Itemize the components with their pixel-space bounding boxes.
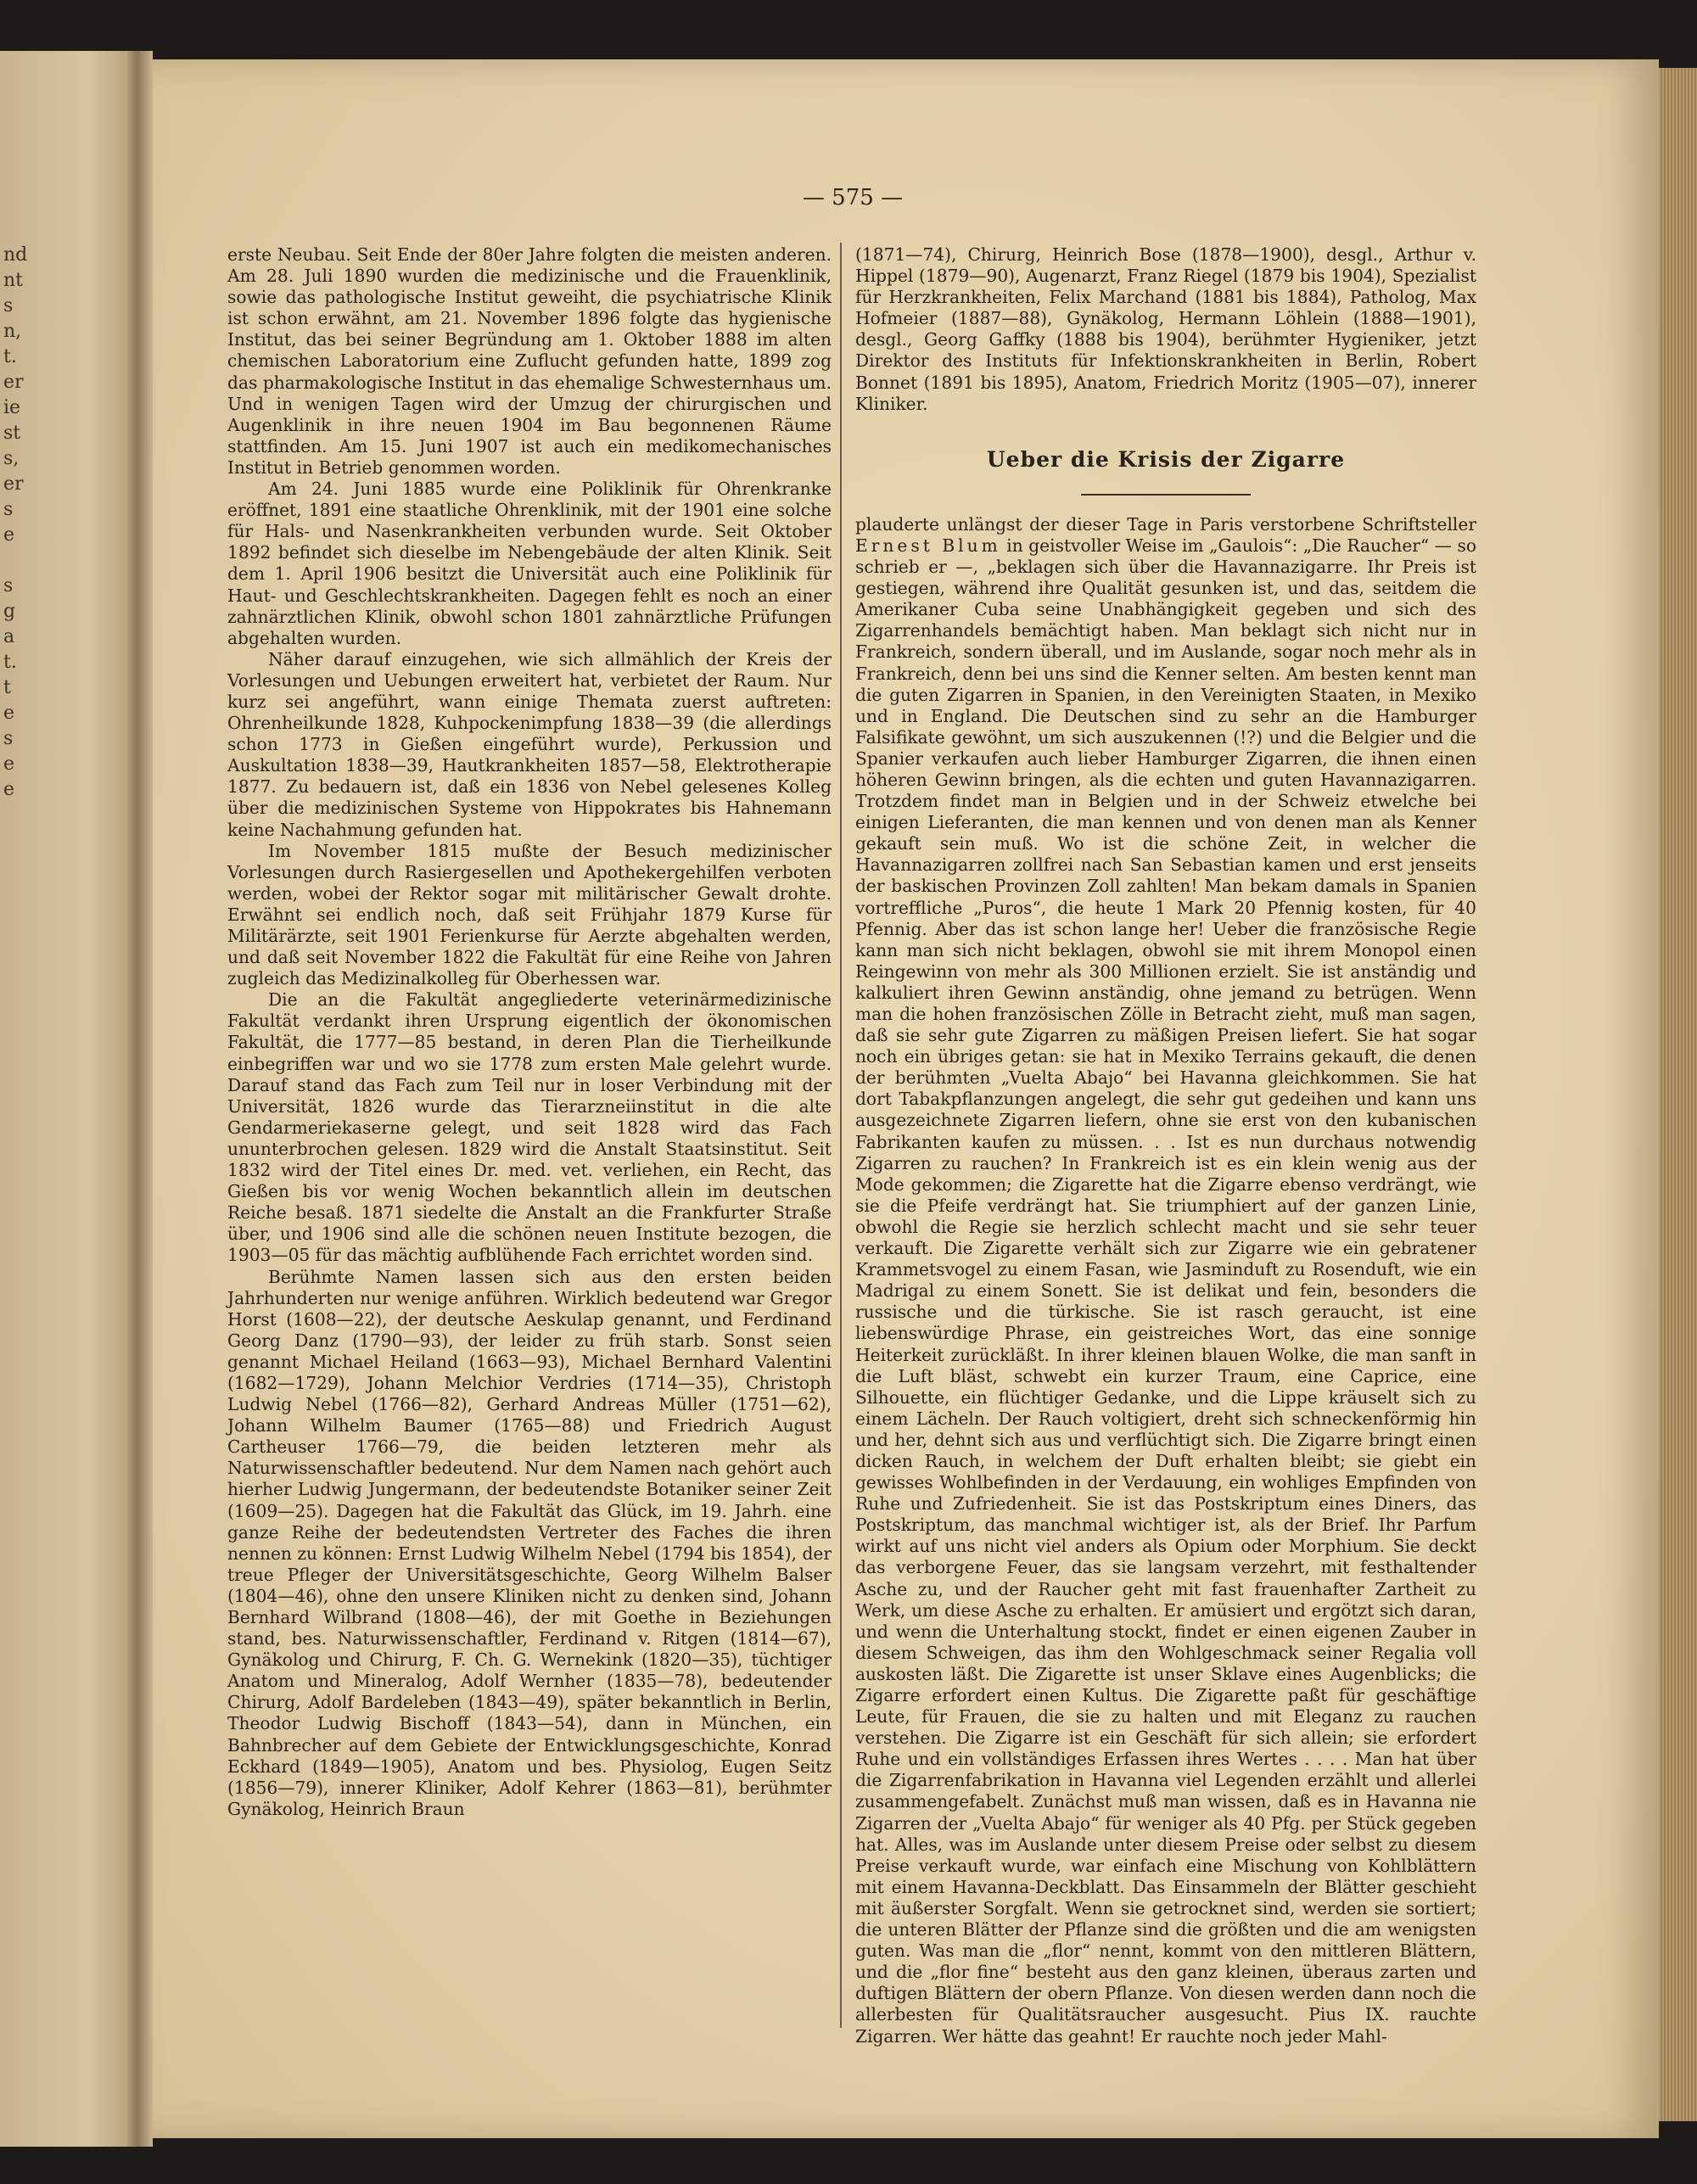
facing-page-fragment: a — [3, 626, 15, 647]
paragraph: Die an die Fakultät angegliederte veterinärmedizinische Fakultät verdankt ihren Ursprung eigentlich der ökonomischen Fakultät, die 1777—85 bestand, in deren Plan die Tierheilkunde einbegriffen war und wo sie 1778 zum ersten Male gelehrt wurde. Darauf stand das Fach zum Teil nur in loser Verbindung mit der Universität, 1826 wurde das Tierarzneiinstitut in die alte Gendarmeriekaserne gelegt, und seit 1828 wird das Fach ununterbrochen gelesen. 1829 wird die Anstalt Staatsinstitut. Seit 1832 wird der Titel eines Dr. med. vet. verliehen, ein Recht, das Gießen bis vor wenig Wochen bekanntlich allein im deutschen Reiche besaß. 1871 siedelte die Anstalt an die Frankfurter Straße über, und 1906 sind alle die schönen neuen Institute bezogen, die 1903—05 für das mächtig aufblühende Fach errichtet worden sind. — [227, 989, 832, 1266]
paragraph: (1871—74), Chirurg, Heinrich Bose (1878—1900), desgl., Arthur v. Hippel (1879—90), Augenarzt, Franz Riegel (1879 bis 1904), Spezialist für Herzkrankheiten, Felix Marchand (1881 bis 1884), Patholog, Max Hofmeier (1887—88), Gynäkolog, Hermann Löhlein (1888—1901), desgl., Georg Gaffky (1888 bis 1904), berühmter Hygieniker, jetzt Direktor des Instituts für Infektionskrankheiten in Berlin, Robert Bonnet (1891 bis 1895), Anatom, Friedrich Moritz (1905—07), innerer Kliniker. — [855, 244, 1476, 414]
facing-page-fragment: e — [3, 524, 15, 546]
facing-page-fragment: er — [3, 473, 24, 495]
paragraph: Im November 1815 mußte der Besuch medizinischer Vorlesungen durch Rasiergesellen und Apothekergehilfen verboten werden, wobei der Rektor sogar mit militärischer Gewalt drohte. Erwähnt sei endlich noch, daß seit Frühjahr 1879 Kurse für Militärärzte, seit 1901 Ferienkurse für Aerzte abgehalten werden, und daß seit November 1822 die Fakultät für eine Reihe von Jahren zugleich das Medizinalkolleg für Oberhessen war. — [227, 840, 832, 989]
heading-rule — [1081, 494, 1251, 496]
facing-page-fragment: g — [3, 601, 16, 622]
article-text: in geistvoller Weise im „Gaulois“: „Die Raucher“ — so schrieb er —, „beklagen sich über die Havannazigarre. Ihr Preis ist gestiegen, während ihre Qualität gesunken ist, und das, seitdem die Amerikaner Cuba seine Unabhängigkeit gegeben und sich des Zigarrenhandels bemächtigt haben. Man beklagt sich nicht nur in Frankreich, sondern überall, und im Auslande, sogar noch mehr als in Frankreich, denn bei uns sind die Kenner selten. Am besten kennt man die guten Zigarren in Spanien, in den Vereinigten Staaten, in Mexiko und in England. Die Deutschen sind zu sehr an die Hamburger Falsifikate gewöhnt, um sich auszukennen (!?) und die Belgier und die Spanier verkaufen auch lieber Hamburger Zigarren, die ihnen einen höheren Gewinn bringen, als die echten und guten Havannazigarren. Trotzdem findet man in Belgien und in der Schweiz etwelche bei einigen Lieferanten, die man kennen und von denen man als Kenner gekauft sein muß. Wo ist die schöne Zeit, in welcher die Havannazigarren zollfrei nach San Sebastian kamen und erst jenseits der baskischen Provinzen Zoll zahlten! Man bekam damals in Spanien vortreffliche „Puros“, die heute 1 Mark 20 Pfennig kosten, für 40 Pfennig. Aber das ist schon lange her! Ueber die französische Regie kann man sich nicht beklagen, obwohl sie mit ihrem Monopol einen Reingewinn von mehr als 300 Millionen erzielt. Sie ist anständig und kalkuliert ihren Gewinn anständig, ohne jemand zu betrügen. Wenn man die hohen französischen Zölle in Betracht zieht, muß man sagen, daß sie sehr gute Zigarren zu mäßigen Preisen liefert. Sie hat sogar noch ein übriges getan: sie hat in Mexiko Terrains gekauft, die denen der berühmten „Vuelta Abajo“ bei Havanna gleichkommen. Sie hat dort Tabakpflanzungen angelegt, die sehr gut gedeihen und kann uns ausgezeichnete Zigarren liefern, ohne sie erst von den kubanischen Fabrikanten kaufen zu müssen. . . Ist es nun durchaus notwendig Zigarren zu rauchen? In Frankreich ist es ein klein wenig aus der Mode gekommen; die Zigarette hat die Zigarre ebenso verdrängt, wie sie die Pfeife verdrängt hat. Sie triumphiert auf der ganzen Linie, obwohl die Regie sie herzlich schlecht macht und sie sehr teuer verkauft. Die Zigarette verhält sich zur Zigarre wie ein gebratener Krammetsvogel zu einem Fasan, wie Jasminduft zu Rosenduft, wie ein Madrigal zu einem Sonett. Sie ist delikat und fein, besonders die russische und die türkische. Sie ist rasch geraucht, ist eine liebenswürdige Phrase, ein geistreiches Wort, das eine sonnige Heiterkeit zurückläßt. In ihrer kleinen blauen Wolke, die man sanft in die Luft bläst, schwebt ein kurzer Traum, eine Caprice, eine Silhouette, ein flüchtiger Gedanke, und die Lippe kräuselt sich zu einem Lächeln. Der Rauch voltigiert, dreht sich schneckenförmig hin und her, dehnt sich aus und verflüchtigt sich. Die Zigarre bringt einen dicken Rauch, in welchem der Duft erhalten bleibt; sie giebt ein gewisses Wohlbefinden in der Verdauung, ein wohliges Empfinden von Ruhe und Zufriedenheit. Sie ist das Postskriptum eines Diners, das Postskriptum, das manchmal wichtiger ist, als der Brief. Ihr Parfum wirkt auf uns nicht viel anders als Opium oder Morphium. Sie deckt das verborgene Feuer, das sie langsam verzehrt, mit festhaltender Asche zu, und der Raucher geht mit fast frauenhafter Zartheit zu Werk, um diese Asche zu erhalten. Er amüsiert und ergötzt sich daran, und wenn die Unterhaltung stockt, findet er einen eigenen Zauber in diesem Schweigen, das ihm den Wohlgeschmack seiner Regalia voll auskosten läßt. Die Zigarette ist unser Sklave eines Augenblicks; die Zigarre erfordert einen Kultus. Die Zigarette paßt für geschäftige Leute, für Frauen, die sie zu halten und mit Eleganz zu rauchen verstehen. Die Zigarre ist ein Geschäft für sich allein; sie erfordert Ruhe und ein vollständiges Erfassen ihres Wertes . . . . Man hat über die Zigarrenfabrikation in Havanna viel Legenden erzählt und allerlei zusammengefabelt. Zunächst muß man wissen, daß es in Havanna nie Zigarren der „Vuelta Abajo“ für weniger als 40 Pfg. per Stück gegeben hat. Alles, was im Auslande unter diesem Preise oder selbst zu diesem Preise verkauft wurde, war einfach eine Mischung von Kohlblättern mit einem Havanna-Deckblatt. Das Einsammeln der Blätter geschieht mit äußerster Sorgfalt. Wenn sie getrocknet sind, werden sie sortiert; die unteren Blätter der Pflanze sind die größten und die am wenigsten guten. Was man die „flor“ nennt, kommt von den mittleren Blättern, und die „flor fine“ besteht aus den ganz kleinen, überaus zarten und duftigen Blättern der obern Pflanze. Von diesen werden dann noch die allerbesten für Qualitätsraucher ausgesucht. Pius IX. rauchte Zigarren. Wer hätte das geahnt! Er rauchte noch jeder Mahl- — [855, 535, 1476, 2047]
left-text-column — [227, 244, 832, 1820]
page-number: — 575 — — [802, 185, 904, 210]
facing-page-fragment: s — [3, 499, 14, 520]
facing-page-fragment — [3, 552, 20, 570]
article-heading — [855, 446, 1476, 496]
facing-page-edge — [0, 51, 127, 2147]
facing-page-fragment: er — [3, 372, 24, 393]
facing-page-fragment: s, — [3, 448, 20, 469]
facing-page-fragment: ie — [3, 397, 21, 418]
paragraph: Näher darauf einzugehen, wie sich allmählich der Kreis der Vorlesungen und Uebungen erweitert hat, verbietet der Raum. Nur kurz sei angeführt, wann einige Themata zuerst auftreten: Ohrenheilkunde 1828, Kuhpockenimpfung 1838—39 (die allerdings schon 1773 in Gießen eingeführt wurde), Perkussion und Auskultation 1838—39, Hautkrankheiten 1857—58, Elektrotherapie 1877. Zu bedauern ist, daß ein 1836 von Nebel gelesenes Kolleg über die medizinischen Systeme von Hippokrates bis Hahnemann keine Nachahmung gefunden hat. — [227, 648, 832, 840]
facing-page-fragment: e — [3, 703, 15, 724]
facing-page-fragment: t. — [3, 346, 17, 367]
paragraph: erste Neubau. Seit Ende der 80er Jahre folgten die meisten anderen. Am 28. Juli 1890 wurden die medizinische und die Frauenklinik, sowie das pathologische Institut geweiht, die psychiatrische Klinik ist schon erwähnt, am 21. November 1896 folgte das hygienische Institut, das bei seiner Begründung am 1. Oktober 1888 im alten chemischen Laboratorium eine Zuflucht gefunden hatte, 1899 zog das pharmakologische Institut in das ehemalige Schwesternhaus um. Und in wenigen Tagen wird der Umzug der chirurgischen und Augenklinik in ihre neuen 1904 im Bau begonnenen Räume stattfinden. Am 15. Juni 1907 ist auch ein medikomechanisches Institut in Betrieb genommen worden. — [227, 244, 832, 478]
book-gutter — [127, 51, 153, 2147]
facing-page-fragment: st — [3, 423, 21, 444]
article-lead: plauderte unlängst der dieser Tage in Paris verstorbene Schriftsteller — [855, 513, 1476, 535]
paragraph: Berühmte Namen lassen sich aus den ersten beiden Jahrhunderten nur wenige anführen. Wirklich bedeutend war Gregor Horst (1608—22), der deutsche Aeskulap genannt, und Ferdinand Georg Danz (1790—93), der leider zu früh starb. Sonst seien genannt Michael Heiland (1663—93), Michael Bernhard Valentini (1682—1729), Johann Melchior Verdries (1714—35), Christoph Ludwig Nebel (1766—82), Gerhard Andreas Müller (1751—62), Johann Wilhelm Baumer (1765—88) und Friedrich August Cartheuser 1766—79, die beiden letzteren mehr als Naturwissenschaftler bedeutend. Nur dem Namen nach gehört auch hierher Ludwig Jungermann, der bedeutendste Botaniker seiner Zeit (1609—25). Dagegen hat die Fakultät das Glück, im 19. Jahrh. eine ganze Reihe der bedeutendsten Vertreter des Faches die ihren nennen zu können: Ernst Ludwig Wilhelm Nebel (1794 bis 1854), der treue Pfleger der Universitätsgeschichte, Georg Wilhelm Balser (1804—46), ohne den unsere Kliniken nicht zu denken sind, Johann Bernhard Wilbrand (1808—46), der mit Goethe in Beziehungen stand, bes. Naturwissenschaftler, Ferdinand v. Ritgen (1814—67), Gynäkolog und Chirurg, F. Ch. G. Wernekink (1820—35), tüchtiger Anatom und Mineralog, Adolf Wernher (1835—78), bedeutender Chirurg, Adolf Bardeleben (1843—49), später bekanntlich in Berlin, Theodor Ludwig Bischoff (1843—54), dann in München, ein Bahnbrecher auf dem Gebiete der Entwicklungsgeschichte, Konrad Eckhard (1849—1905), Anatom und bes. Physiolog, Eugen Seitz (1856—79), innerer Kliniker, Adolf Kehrer (1863—81), berühmter Gynäkolog, Heinrich Braun — [227, 1266, 832, 1819]
facing-page-fragment: s — [3, 575, 14, 596]
facing-page-fragment: t. — [3, 652, 17, 673]
facing-page-fragment: e — [3, 753, 15, 775]
author-name: Ernest Blum — [855, 535, 1001, 556]
article-title: Ueber die Krisis der Zigarre — [986, 446, 1346, 472]
facing-page-fragment: s — [3, 728, 14, 749]
article-body — [855, 514, 1476, 2047]
column-divider — [840, 243, 842, 2028]
facing-page-fragment: nd — [3, 244, 28, 266]
facing-page-fragment: n, — [3, 321, 22, 342]
facing-page-fragment: s — [3, 295, 14, 316]
facing-page-fragment: nt — [3, 270, 24, 291]
right-text-column — [855, 244, 1476, 2047]
facing-page-fragment: t — [3, 677, 11, 698]
paragraph: Am 24. Juni 1885 wurde eine Poliklinik für Ohrenkranke eröffnet, 1891 eine staatliche Ohrenklinik, mit der 1901 eine solche für Hals- und Nasenkrankheiten verbunden wurde. Seit Oktober 1892 befindet sich dieselbe im Nebengebäude der alten Klinik. Seit dem 1. April 1906 besitzt die Universität auch eine Poliklinik für Haut- und Geschlechtskrankheiten. Dagegen fehlt es noch an einer zahnärztlichen Klinik, obwohl schon 1801 zahnärztliche Prüfungen abgehalten wurden. — [227, 479, 832, 648]
facing-page-fragment: e — [3, 779, 15, 800]
page-edges-stack — [1659, 68, 1697, 2121]
